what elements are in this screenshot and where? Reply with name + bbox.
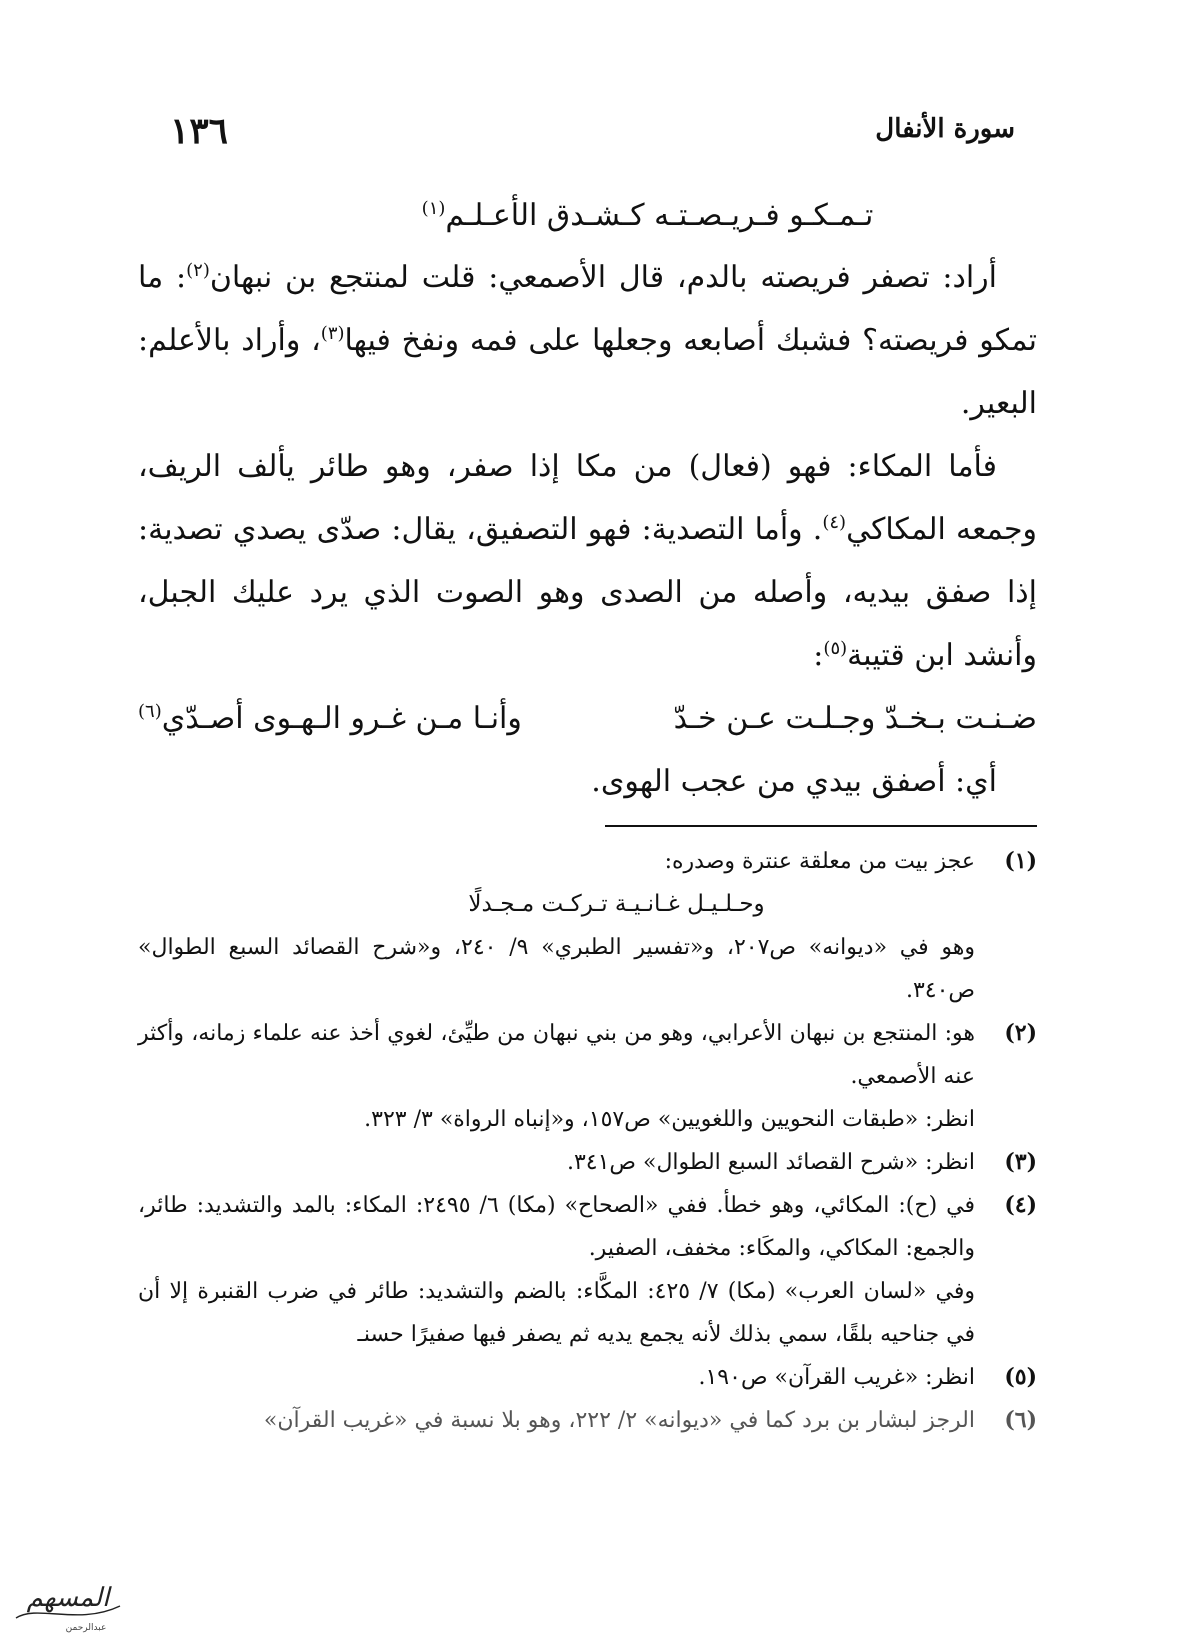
footnote-3 bbox=[138, 1141, 1037, 1184]
paragraph-text: فأما المكاء: فهو (فعال) من مكا إذا صفر، وهو طائر يألف الريف، وجمعه المكاكي bbox=[138, 449, 1037, 547]
footnote-text: الرجز لبشار بن برد كما في «ديوانه» ٢/ ٢٢٢، وهو بلا نسبة في «غريب القرآن» bbox=[263, 1408, 975, 1433]
paragraph-text: ، وأراد بالأعلم: البعير. bbox=[138, 323, 1037, 421]
paragraph bbox=[138, 750, 1037, 813]
footnote-number: (٢) bbox=[1004, 1020, 1037, 1046]
paragraph-text: : bbox=[813, 638, 824, 673]
footnote-marker: (٥) bbox=[823, 638, 848, 659]
paragraph-text: أي: أصفق بيدي من عجب الهوى. bbox=[591, 764, 997, 799]
stamp-subtext: عبدالرحمن bbox=[65, 1623, 107, 1633]
footnote-text: انظر: «شرح القصائد السبع الطوال» ص٣٤١. bbox=[566, 1150, 975, 1175]
footnote-number: (٣) bbox=[1004, 1149, 1037, 1175]
paragraph bbox=[138, 435, 1037, 687]
paragraph-text: . وأما التصدية: فهو التصفيق، يقال: صدّى يصدي تصدية: إذا صفق بيديه، وأصله من الصدى وهو الصوت الذي يرد عليك الجبل، وأنشد ابن قتيبة bbox=[138, 512, 1038, 673]
footnote-text: انظر: «طبقات النحويين واللغويين» ص١٥٧، و«إنباه الرواة» ٣/ ٣٢٣. bbox=[364, 1107, 975, 1132]
verse-first-hemistich: ضـنـت بـخـدّ وجـلـت عـن خـدّ bbox=[673, 701, 1037, 736]
body-text bbox=[138, 186, 1037, 813]
footnote-number: (٥) bbox=[1004, 1364, 1037, 1390]
footnote-text: في (ح): المكائي، وهو خطأ. ففي «الصحاح» (مكا) ٦/ ٢٤٩٥: المكاء: بالمد والتشديد: طائر، والجمع: المكاكي، والمكَاء: مخفف، الصفير. bbox=[138, 1193, 976, 1261]
footnote-text: وهو في «ديوانه» ص٢٠٧، و«تفسير الطبري» ٩/ ٢٤٠، و«شرح القصائد السبع الطوال» ص٣٤٠. bbox=[138, 935, 976, 1003]
footnote-text: عجز بيت من معلقة عنترة وصدره: bbox=[664, 849, 975, 874]
footnote-number: (١) bbox=[1004, 848, 1037, 874]
footnote-2 bbox=[138, 1012, 1037, 1141]
verse-text: وأنـا مـن غـرو الـهـوى أصـدّي bbox=[161, 701, 522, 736]
footnote-4 bbox=[138, 1184, 1037, 1356]
paragraph-text: : ما تمكو فريصته؟ فشبك أصابعه وجعلها على فمه ونفخ فيها bbox=[138, 260, 1037, 358]
footnote-1 bbox=[138, 840, 1037, 1012]
stamp-text: المسهم bbox=[26, 1583, 110, 1613]
footnote-text: انظر: «غريب القرآن» ص١٩٠. bbox=[698, 1365, 975, 1390]
footnote-verse: وحـلـيـل غـانـيـة تـركـت مـجـدلًا bbox=[468, 891, 765, 917]
footnote-number: (٤) bbox=[1004, 1192, 1037, 1218]
footnotes bbox=[138, 840, 1037, 1442]
footnote-text: هو: المنتجع بن نبهان الأعرابي، وهو من بني نبهان من طيِّئ، لغوي أخذ عنه علماء زمانه، وأكثر عنه الأصمعي. bbox=[138, 1021, 975, 1089]
page-header bbox=[170, 106, 1015, 156]
footnote-text: وفي «لسان العرب» (مكا) ٧/ ٤٢٥: المكَّاء: بالضم والتشديد: طائر في ضرب القنبرة إلا أن في جناحيه بلقًا، سمي بذلك لأنه يجمع يديه ثم يصفر فيها صفيرًا حسنـ bbox=[138, 1279, 976, 1347]
running-title: سورة الأنفال bbox=[875, 114, 1015, 144]
verse-text: تـمـكـو فـريـصـتـه كـشـدق الأعـلـم bbox=[445, 198, 874, 233]
footnote-number: (٦) bbox=[1004, 1407, 1037, 1433]
footnote-6 bbox=[138, 1399, 1037, 1442]
verse-couplet bbox=[138, 687, 1037, 750]
verse-second-hemistich bbox=[138, 687, 522, 750]
library-stamp-logo bbox=[8, 1566, 128, 1636]
footnote-marker: (٢) bbox=[186, 260, 210, 281]
verse-line bbox=[138, 186, 1037, 246]
paragraph-text: أراد: تصفر فريصته بالدم، قال الأصمعي: قلت لمنتجع بن نبهان bbox=[209, 260, 997, 295]
footnote-marker: (٣) bbox=[320, 323, 345, 344]
footnote-marker: (٤) bbox=[822, 512, 847, 533]
footnote-marker: (١) bbox=[421, 198, 446, 219]
footnote-separator bbox=[605, 825, 1037, 827]
paragraph bbox=[138, 246, 1037, 435]
footnote-marker: (٦) bbox=[138, 701, 162, 722]
footnote-5 bbox=[138, 1356, 1037, 1399]
page-number: ١٣٦ bbox=[170, 110, 229, 152]
